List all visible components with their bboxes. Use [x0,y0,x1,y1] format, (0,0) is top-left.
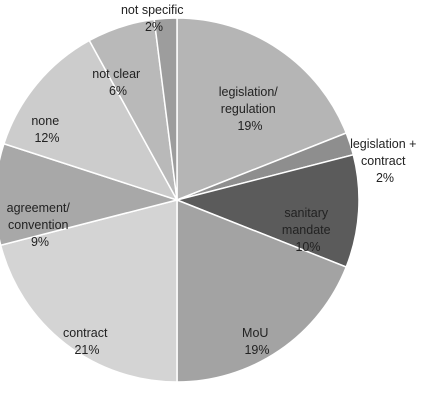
label-percent: 2% [144,20,164,34]
label-name-line2: contract [361,154,406,168]
label-name-line1: legislation/ [218,85,278,99]
label-name-line1: none [31,114,60,128]
label-name-line2: regulation [220,102,276,116]
label-name-line1: MoU [242,326,269,340]
label-percent: 21% [74,343,100,357]
label-name-line1: not clear [92,67,141,81]
label-name-line1: agreement/ [6,201,70,215]
label-percent: 12% [34,131,60,145]
label-percent: 2% [375,171,395,185]
label-percent: 6% [108,84,128,98]
slice-label-legislation-contract [350,137,420,185]
label-name-line1: not specific [120,3,184,17]
label-name-line1: legislation + [350,137,417,151]
label-percent: 19% [237,119,263,133]
label-percent: 9% [30,235,50,249]
label-name-line2: mandate [281,223,331,237]
label-name-line2: convention [8,218,69,232]
pie-slices [0,18,359,382]
label-percent: 19% [244,343,270,357]
label-name-line1: contract [63,326,108,340]
label-name-line1: sanitary [284,206,329,220]
label-percent: 10% [295,240,321,254]
